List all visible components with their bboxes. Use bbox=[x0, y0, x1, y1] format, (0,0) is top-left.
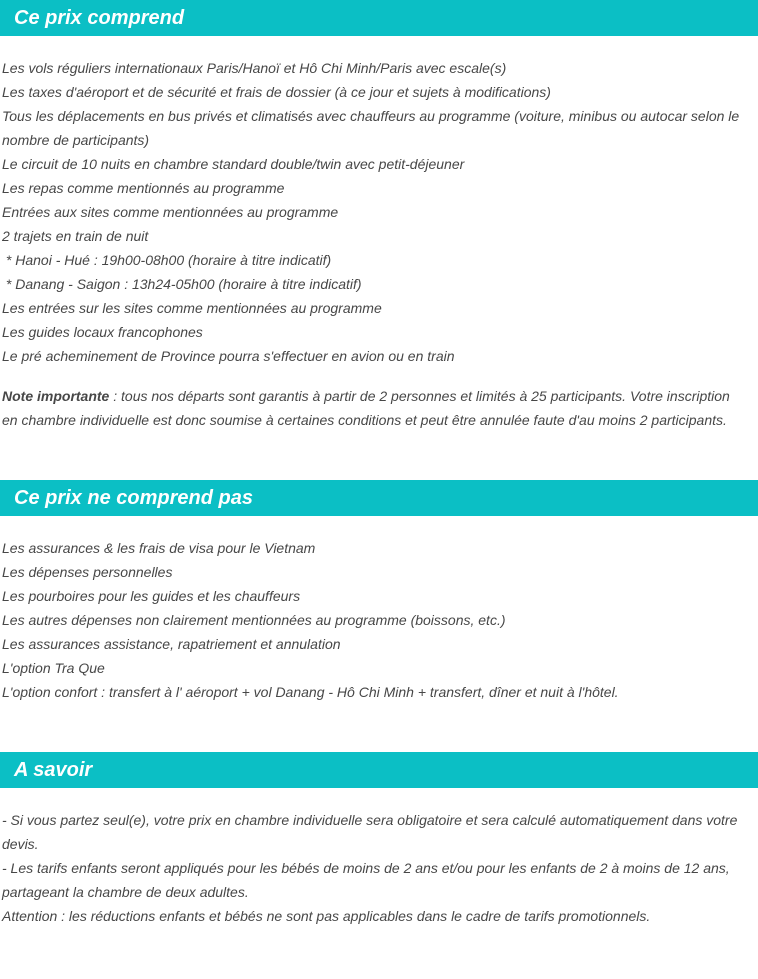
included-item: Le pré acheminement de Province pourra s'effectuer en avion ou en train bbox=[2, 348, 455, 364]
section-body-price-includes bbox=[0, 36, 758, 432]
section-price-includes bbox=[0, 0, 758, 432]
included-item: 2 trajets en train de nuit bbox=[2, 228, 149, 244]
included-item-train-detail: * Danang - Saigon : 13h24-05h00 (horaire à titre indicatif) bbox=[2, 276, 362, 292]
section-to-know bbox=[0, 752, 758, 928]
excluded-item: L'option Tra Que bbox=[2, 660, 105, 676]
important-note-label: Note importante bbox=[2, 388, 110, 404]
included-item: Les repas comme mentionnés au programme bbox=[2, 180, 285, 196]
included-item: Le circuit de 10 nuits en chambre standard double/twin avec petit-déjeuner bbox=[2, 156, 465, 172]
included-item: Les vols réguliers internationaux Paris/Hanoï et Hô Chi Minh/Paris avec escale(s) bbox=[2, 60, 507, 76]
section-body-to-know bbox=[0, 788, 758, 928]
important-note bbox=[2, 384, 748, 432]
included-item: Tous les déplacements en bus privés et climatisés avec chauffeurs au programme (voiture, minibus ou autocar selon le nombre de participants) bbox=[2, 108, 744, 148]
included-item: Les guides locaux francophones bbox=[2, 324, 203, 340]
to-know-item: - Si vous partez seul(e), votre prix en chambre individuelle sera obligatoire et sera calculé automatiquement dans votre devis. bbox=[2, 812, 742, 852]
excluded-item: Les assurances assistance, rapatriement et annulation bbox=[2, 636, 341, 652]
excluded-item: Les assurances & les frais de visa pour le Vietnam bbox=[2, 540, 316, 556]
excluded-item: Les pourboires pour les guides et les chauffeurs bbox=[2, 588, 301, 604]
section-header-price-includes: Ce prix comprend bbox=[0, 0, 758, 36]
to-know-item: Attention : les réductions enfants et bébés ne sont pas applicables dans le cadre de tarifs promotionnels. bbox=[2, 908, 651, 924]
included-item-train-detail: * Hanoi - Hué : 19h00-08h00 (horaire à titre indicatif) bbox=[2, 252, 332, 268]
section-header-to-know: A savoir bbox=[0, 752, 758, 788]
included-item: Les taxes d'aéroport et de sécurité et frais de dossier (à ce jour et sujets à modifications) bbox=[2, 84, 551, 100]
excluded-item: Les dépenses personnelles bbox=[2, 564, 173, 580]
to-know-item: - Les tarifs enfants seront appliqués pour les bébés de moins de 2 ans et/ou pour les enfants de 2 à moins de 12 ans, partageant la chambre de deux adultes. bbox=[2, 860, 734, 900]
important-note-text: : tous nos départs sont garantis à partir de 2 personnes et limités à 25 participants. Votre inscription en chambre individuelle est donc soumise à certaines conditions et peut être annulée faute d'au moins 2 participants. bbox=[2, 388, 734, 428]
excluded-item: Les autres dépenses non clairement mentionnées au programme (boissons, etc.) bbox=[2, 612, 506, 628]
included-item: Les entrées sur les sites comme mentionnées au programme bbox=[2, 300, 382, 316]
excluded-item: L'option confort : transfert à l' aéroport + vol Danang - Hô Chi Minh + transfert, dîner et nuit à l'hôtel. bbox=[2, 684, 619, 700]
section-price-excludes bbox=[0, 480, 758, 704]
included-item: Entrées aux sites comme mentionnées au programme bbox=[2, 204, 339, 220]
section-header-price-excludes: Ce prix ne comprend pas bbox=[0, 480, 758, 516]
section-body-price-excludes bbox=[0, 516, 758, 704]
